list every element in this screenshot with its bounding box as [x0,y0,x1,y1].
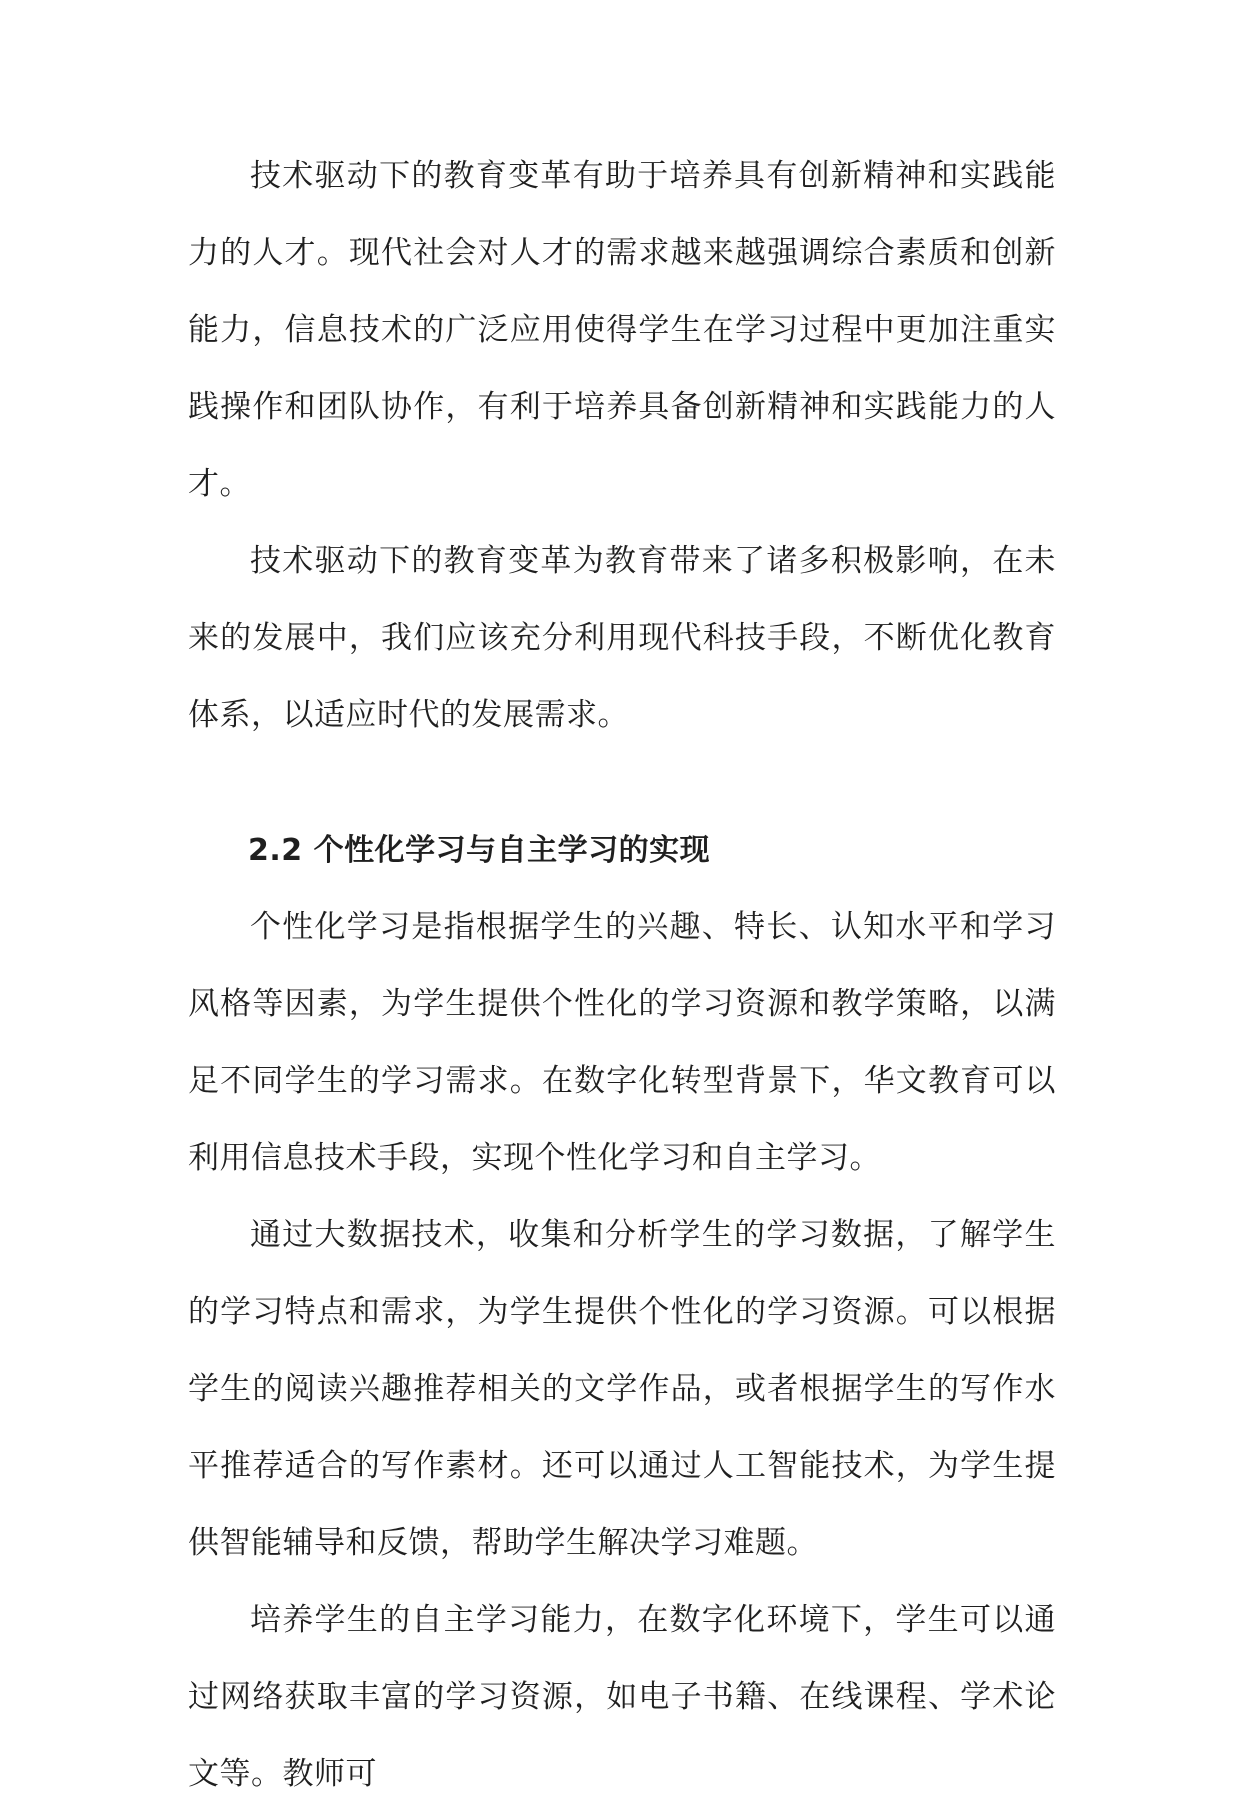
paragraph-autonomous-learning: 培养学生的自主学习能力，在数字化环境下，学生可以通过网络获取丰富的学习资源，如电子书籍、在线课程、学术论文等。教师可 [188,1602,1056,1792]
paragraph-personalized-learning: 个性化学习是指根据学生的兴趣、特长、认知水平和学习风格等因素，为学生提供个性化的学习资源和教学策略，以满足不同学生的学习需求。在数字化转型背景下，华文教育可以利用信息技术手段，实现个性化学习和自主学习。 [188,909,1056,1176]
paragraph-education-impact: 技术驱动下的教育变革为教育带来了诸多积极影响，在未来的发展中，我们应该充分利用现代科技手段，不断优化教育体系，以适应时代的发展需求。 [188,543,1056,733]
paragraph-talent-cultivation: 技术驱动下的教育变革有助于培养具有创新精神和实践能力的人才。现代社会对人才的需求越来越强调综合素质和创新能力，信息技术的广泛应用使得学生在学习过程中更加注重实践操作和团队协作，有利于培养具备创新精神和实践能力的人才。 [188,158,1056,502]
section-heading: 2.2 个性化学习与自主学习的实现 [248,833,711,868]
paragraph-big-data: 通过大数据技术，收集和分析学生的学习数据，了解学生的学习特点和需求，为学生提供个性化的学习资源。可以根据学生的阅读兴趣推荐相关的文学作品，或者根据学生的写作水平推荐适合的写作素材。还可以通过人工智能技术，为学生提供智能辅导和反馈，帮助学生解决学习难题。 [188,1217,1056,1561]
document-body [188,138,1056,1813]
